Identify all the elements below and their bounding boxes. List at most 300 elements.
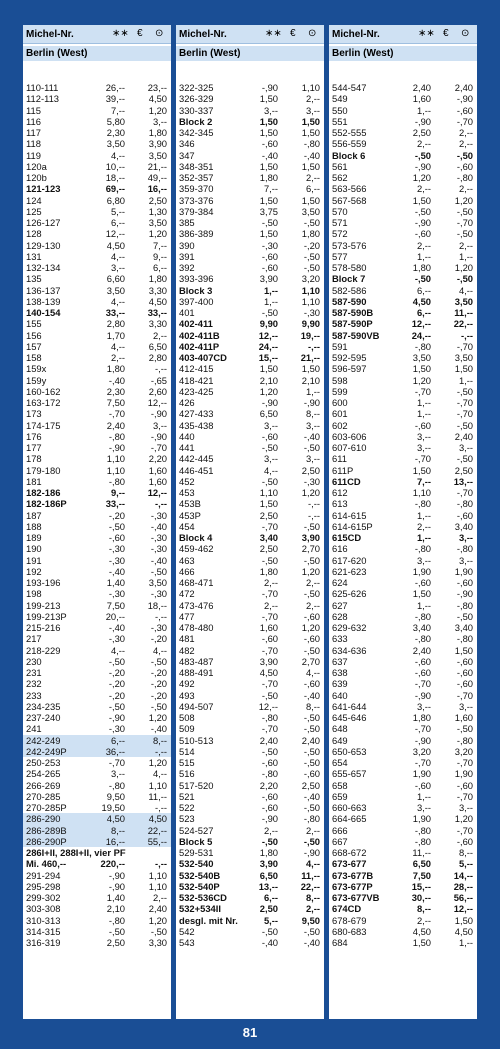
catalog-row	[23, 532, 171, 543]
michel-number: 393-396	[179, 273, 214, 285]
michel-number: 178	[26, 453, 42, 465]
catalog-row	[176, 195, 324, 206]
mint-price: 1,50	[259, 127, 278, 138]
catalog-row	[176, 127, 324, 138]
catalog-row	[329, 915, 477, 926]
mint-price: -,60	[261, 430, 278, 442]
michel-number: 193-196	[26, 577, 61, 588]
michel-number: 483-487	[179, 655, 214, 667]
michel-number: 131	[26, 250, 42, 262]
used-price: 3,90	[301, 532, 320, 543]
mint-price: -,50	[108, 700, 125, 712]
catalog-row	[176, 926, 324, 937]
mint-price: -,80	[261, 712, 278, 723]
michel-number: 578-580	[332, 262, 367, 273]
catalog-row	[329, 285, 477, 296]
mint-price: 2,40	[412, 82, 431, 93]
catalog-row	[176, 712, 324, 723]
mint-price: 3,--	[416, 430, 431, 442]
michel-number: 120b	[26, 172, 47, 183]
mint-price: 1,90	[412, 813, 431, 825]
catalog-row	[329, 217, 477, 228]
mint-price: -,50	[261, 307, 278, 318]
catalog-row	[23, 813, 171, 824]
used-price: -,50	[303, 757, 320, 768]
used-price: -,50	[456, 723, 473, 735]
catalog-row	[23, 836, 171, 847]
used-price: 4,--	[305, 858, 320, 870]
used-price: 1,20	[148, 712, 167, 723]
catalog-row	[23, 926, 171, 937]
catalog-row	[176, 577, 324, 588]
catalog-row	[176, 622, 324, 633]
catalog-row	[176, 903, 324, 914]
michel-number: 187	[26, 509, 42, 521]
catalog-row	[23, 161, 171, 172]
mint-price: 1,50	[412, 937, 431, 948]
mint-price: 7,--	[263, 183, 278, 195]
michel-number: 684	[332, 937, 348, 948]
michel-number: 326-329	[179, 93, 214, 105]
catalog-row	[23, 802, 171, 813]
mint-price: -,60	[261, 262, 278, 273]
michel-nr-label: Michel-Nr.	[179, 29, 227, 40]
mint-price: 1,--	[263, 295, 278, 307]
michel-number: 242-249P	[26, 745, 67, 757]
used-price: 1,10	[301, 82, 320, 93]
catalog-row	[176, 296, 324, 307]
mint-price: 2,10	[106, 903, 125, 915]
catalog-row	[23, 408, 171, 419]
catalog-row	[23, 386, 171, 397]
catalog-row	[329, 161, 477, 172]
used-price: -,80	[303, 813, 320, 825]
catalog-row	[329, 892, 477, 903]
michel-number: 637	[332, 655, 348, 667]
used-price: 3,--	[458, 802, 473, 813]
catalog-row	[23, 465, 171, 476]
catalog-row	[176, 375, 324, 386]
mint-price: 9,50	[106, 790, 125, 802]
mint-price: 20,--	[105, 610, 125, 622]
catalog-row	[329, 926, 477, 937]
michel-number: 567-568	[332, 194, 367, 206]
catalog-row	[176, 915, 324, 926]
catalog-row	[329, 341, 477, 352]
used-price: 2,40	[454, 430, 473, 442]
used-price: 3,20	[301, 273, 320, 285]
michel-number: 473-476	[179, 599, 214, 611]
column-header	[329, 25, 477, 44]
catalog-row	[23, 915, 171, 926]
mint-price: -,50	[261, 835, 278, 847]
mint-price: 4,--	[110, 250, 125, 262]
mint-price: 6,50	[259, 869, 278, 881]
used-price: -,20	[303, 239, 320, 251]
catalog-row	[329, 881, 477, 892]
used-price: -,30	[150, 588, 167, 600]
catalog-row	[329, 633, 477, 644]
used-price: -,70	[150, 442, 167, 453]
michel-number: 442-445	[179, 453, 214, 465]
michel-number: 453	[179, 487, 195, 498]
michel-number: 402-411B	[179, 329, 220, 341]
page-number: 81	[242, 1025, 258, 1040]
mint-price: 1,80	[412, 712, 431, 723]
mint-price: 1,10	[106, 453, 125, 465]
catalog-row	[23, 633, 171, 644]
catalog-row	[329, 195, 477, 206]
used-price: -,60	[456, 779, 473, 791]
mint-price: 7,--	[110, 104, 125, 116]
used-price: -,50	[303, 712, 320, 723]
catalog-row	[329, 408, 477, 419]
used-price: -,50	[456, 228, 473, 240]
michel-number: 543	[179, 937, 195, 948]
mint-price: -,90	[108, 712, 125, 723]
catalog-row	[23, 116, 171, 127]
catalog-row	[23, 498, 171, 509]
mint-price: -,70	[261, 678, 278, 690]
catalog-row	[176, 690, 324, 701]
catalog-row	[329, 487, 477, 498]
used-price: 3,40	[454, 520, 473, 532]
mint-price: 3,--	[416, 700, 431, 712]
catalog-row	[176, 780, 324, 791]
used-price: -,70	[456, 217, 473, 228]
michel-number: 314-315	[26, 925, 61, 937]
mint-price: 1,60	[412, 93, 431, 105]
catalog-row	[23, 296, 171, 307]
used-price: 1,60	[148, 475, 167, 487]
mint-price: -,90	[108, 880, 125, 892]
used-price: -,70	[456, 397, 473, 408]
used-price: 3,20	[454, 745, 473, 757]
catalog-row	[23, 577, 171, 588]
mint-price: -,80	[414, 543, 431, 555]
michel-number: 233	[26, 689, 42, 701]
used-price: -,50	[150, 700, 167, 712]
mint-price: -,70	[414, 453, 431, 465]
mint-price: 5,--	[110, 205, 125, 217]
michel-number: 286-290	[26, 813, 61, 825]
catalog-row	[329, 813, 477, 824]
michel-number: 673-677B	[332, 869, 374, 881]
used-price: -,90	[456, 588, 473, 600]
michel-number: 532+534II	[179, 903, 221, 915]
catalog-row	[176, 386, 324, 397]
michel-number: 452	[179, 475, 195, 487]
michel-number: 542	[179, 925, 195, 937]
catalog-row	[329, 791, 477, 802]
catalog-row	[329, 352, 477, 363]
mint-price: 6,50	[259, 408, 278, 420]
catalog-row	[176, 397, 324, 408]
catalog-list	[329, 82, 477, 948]
catalog-row	[176, 870, 324, 881]
mint-price: -,20	[108, 689, 125, 701]
michel-number: 611	[332, 453, 347, 465]
mint-price: 4,50	[412, 295, 431, 307]
michel-number: 110-111	[26, 82, 59, 93]
catalog-row	[176, 352, 324, 363]
mint-price: 12,--	[258, 700, 278, 712]
catalog-row	[23, 678, 171, 689]
used-price: -,70	[456, 689, 473, 701]
mint-price: -,80	[414, 610, 431, 622]
catalog-row	[329, 723, 477, 734]
used-price: 1,10	[148, 869, 167, 881]
used-price: -,90	[150, 430, 167, 442]
mint-price: 1,--	[416, 532, 431, 543]
mint-price: 1,60	[259, 622, 278, 633]
catalog-row	[329, 622, 477, 633]
catalog-row	[176, 465, 324, 476]
michel-number: 119	[26, 149, 41, 161]
mint-price: 19,50	[101, 802, 125, 813]
catalog-row	[329, 768, 477, 779]
mint-price: -,90	[108, 869, 125, 881]
catalog-row	[176, 138, 324, 149]
mint-price: 2,50	[412, 127, 431, 138]
used-price: -,--	[308, 498, 320, 510]
michel-number: 182-186	[26, 487, 61, 498]
mint-price: 2,--	[110, 352, 125, 363]
catalog-row	[23, 555, 171, 566]
catalog-row	[23, 206, 171, 217]
used-price: 4,50	[148, 813, 167, 825]
catalog-row	[23, 735, 171, 746]
used-price: 1,--	[458, 250, 473, 262]
michel-number: 625-626	[332, 588, 367, 600]
used-price: 1,50	[301, 160, 320, 172]
mint-price: -,80	[108, 779, 125, 791]
column-header	[23, 25, 171, 44]
used-price: 3,30	[148, 284, 167, 296]
used-price: 2,--	[305, 903, 320, 915]
used-price: 3,50	[454, 295, 473, 307]
michel-number: 674CD	[332, 903, 362, 915]
michel-number: 611P	[332, 464, 354, 476]
mint-price: 1,--	[416, 408, 431, 420]
michel-number: 346	[179, 138, 195, 150]
catalog-row	[329, 318, 477, 329]
mint-price: 1,80	[412, 262, 431, 273]
mint-price: 2,--	[416, 138, 431, 150]
michel-number: 570	[332, 205, 348, 217]
catalog-row	[23, 543, 171, 554]
catalog-row	[329, 611, 477, 622]
used-price: -,50	[303, 644, 320, 656]
mint-price: -,90	[414, 160, 431, 172]
mint-price: 3,50	[106, 284, 125, 296]
used-price: 3,50	[148, 217, 167, 228]
michel-number: 199-213P	[26, 610, 67, 622]
used-price: 2,50	[301, 779, 320, 791]
michel-number: Block 5	[179, 835, 213, 847]
mint-price: 1,80	[259, 172, 278, 183]
michel-number: 532-540B	[179, 869, 221, 881]
used-price: -,50	[456, 385, 473, 397]
michel-number: desgl. mit Nr.	[179, 914, 238, 926]
mint-price: -,90	[108, 442, 125, 453]
michel-number: 310-313	[26, 914, 61, 926]
catalog-row	[23, 566, 171, 577]
michel-number: 510-513	[179, 734, 214, 746]
michel-number: 182-186P	[26, 498, 67, 510]
mint-price: 26,--	[105, 82, 125, 93]
catalog-row	[329, 746, 477, 757]
used-price: 2,10	[301, 374, 320, 386]
michel-number: 386-389	[179, 228, 214, 240]
mint-price: -,50	[414, 273, 431, 285]
michel-number: 680-683	[332, 925, 367, 937]
used-price: 1,20	[148, 228, 167, 240]
used-price: -,--	[155, 802, 167, 813]
michel-number: 673-677P	[332, 880, 373, 892]
michel-number: 551	[332, 115, 348, 127]
mint-price: -,30	[108, 633, 125, 645]
used-price: 1,20	[148, 757, 167, 768]
michel-number: 488-491	[179, 667, 214, 678]
used-price: -,50	[303, 835, 320, 847]
catalog-list	[176, 82, 324, 948]
michel-number: 633	[332, 633, 348, 645]
used-price: 2,40	[454, 82, 473, 93]
michel-number: 286I+II, 288I+II, vier PF	[26, 847, 126, 858]
catalog-row	[329, 858, 477, 869]
mint-price: -,60	[261, 138, 278, 150]
catalog-row	[23, 858, 171, 869]
used-price: 3,30	[148, 318, 167, 330]
used-price: -,60	[456, 667, 473, 678]
michel-number: 128	[26, 228, 42, 240]
catalog-row	[329, 420, 477, 431]
used-price: 1,50	[454, 644, 473, 656]
michel-number: 215-216	[26, 622, 61, 633]
mint-price: -,20	[108, 509, 125, 521]
michel-number: 348-351	[179, 160, 214, 172]
michel-number: 472	[179, 588, 195, 600]
michel-number: 295-298	[26, 880, 61, 892]
michel-number: 120a	[26, 160, 47, 172]
catalog-row	[329, 386, 477, 397]
michel-number: 459-462	[179, 543, 214, 555]
mint-price: 12,--	[258, 329, 278, 341]
mint-price: 9,--	[110, 487, 125, 498]
used-price: 1,--	[458, 374, 473, 386]
used-price: -,40	[303, 937, 320, 948]
catalog-row	[329, 937, 477, 948]
used-price: 1,20	[148, 914, 167, 926]
used-price: 1,90	[454, 565, 473, 577]
catalog-row	[329, 228, 477, 239]
used-price: 1,10	[301, 284, 320, 296]
mint-price: -,60	[414, 228, 431, 240]
used-price: -,30	[150, 532, 167, 543]
used-price: 3,--	[305, 419, 320, 431]
mint-price: 7,--	[416, 475, 431, 487]
catalog-row	[176, 82, 324, 93]
catalog-row	[329, 836, 477, 847]
michel-number: 561	[332, 160, 348, 172]
michel-number: 600	[332, 397, 348, 408]
mint-price: -,60	[261, 633, 278, 645]
mint-price: -,60	[414, 779, 431, 791]
used-price: -,60	[303, 768, 320, 780]
mint-price: 1,50	[259, 498, 278, 510]
michel-number: 522	[179, 802, 195, 813]
mint-price: 2,50	[259, 509, 278, 521]
catalog-row	[23, 240, 171, 251]
used-price: -,50	[456, 205, 473, 217]
michel-number: 648	[332, 723, 348, 735]
used-price: -,20	[150, 667, 167, 678]
michel-number: 603-606	[332, 430, 367, 442]
catalog-row	[176, 408, 324, 419]
used-price: 1,10	[301, 295, 320, 307]
michel-number: 177	[26, 442, 42, 453]
michel-number: 291-294	[26, 869, 61, 881]
michel-number: 678-679	[332, 914, 367, 926]
used-price: 6,--	[152, 262, 167, 273]
catalog-row	[23, 723, 171, 734]
price-column-2	[176, 25, 324, 1019]
michel-number: 418-421	[179, 374, 214, 386]
used-price: 8,--	[152, 734, 167, 746]
catalog-row	[329, 701, 477, 712]
michel-number: 571	[332, 217, 348, 228]
michel-number: 299-302	[26, 892, 61, 903]
used-price: -,90	[303, 397, 320, 408]
catalog-row	[329, 757, 477, 768]
catalog-row	[23, 307, 171, 318]
used-price: -,80	[456, 734, 473, 746]
catalog-row	[329, 735, 477, 746]
mint-price: 5,80	[106, 115, 125, 127]
mint-price: 1,80	[106, 363, 125, 375]
used-price: 2,--	[305, 824, 320, 836]
catalog-row	[176, 847, 324, 858]
mint-price: 6,--	[110, 734, 125, 746]
used-price: -,40	[303, 689, 320, 701]
catalog-row	[23, 183, 171, 194]
used-price: -,70	[456, 340, 473, 352]
used-price: -,70	[456, 487, 473, 498]
michel-number: 601	[332, 408, 348, 420]
catalog-row	[176, 723, 324, 734]
used-price: 19,--	[300, 329, 320, 341]
michel-number: 426	[179, 397, 195, 408]
used-price: -,50	[303, 442, 320, 453]
mint-price: 12,--	[105, 228, 125, 240]
used-price: 1,20	[454, 813, 473, 825]
used-price: -,50	[150, 925, 167, 937]
michel-number: 453P	[179, 509, 201, 521]
mint-price: 2,--	[263, 577, 278, 588]
mint-price: 1,--	[416, 250, 431, 262]
mint-price: 3,40	[259, 532, 278, 543]
michel-number: 582-586	[332, 284, 367, 296]
mint-price: -,60	[414, 655, 431, 667]
michel-number: 330-337	[179, 104, 214, 116]
used-price: 3,40	[454, 622, 473, 633]
catalog-row	[176, 93, 324, 104]
catalog-row	[329, 532, 477, 543]
mint-price: 4,50	[106, 239, 125, 251]
michel-number: 115	[26, 104, 41, 116]
mint-price: 1,50	[412, 588, 431, 600]
